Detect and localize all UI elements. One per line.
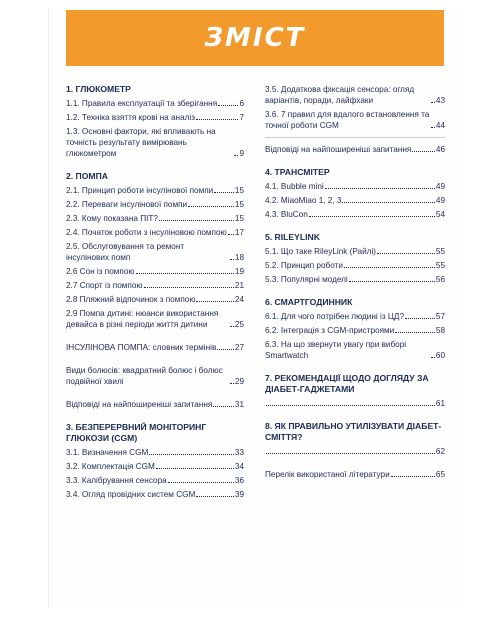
toc-entry[interactable]: [265, 339, 445, 361]
dot-leader: [228, 234, 234, 235]
toc-entry-title: ІНСУЛІНОВА ПОМПА: словник термінів: [66, 343, 217, 352]
toc-page-number: 31: [234, 400, 244, 409]
toc-entry-title: 3.6. 7 правил для вдалого встановлення та точної роботи CGM: [265, 110, 430, 130]
toc-entry[interactable]: [265, 469, 445, 480]
toc-page-number: 58: [435, 326, 445, 335]
toc-entry[interactable]: [265, 109, 445, 131]
spacer: [66, 390, 244, 399]
toc-page-number: 55: [435, 247, 445, 256]
toc-entry-title: 3.4. Огляд провідних систем CGM: [66, 490, 196, 499]
dot-leader: [156, 468, 234, 469]
toc-entry-title: Відповіді на найпоширеніші запитання: [265, 145, 412, 154]
toc-page-number: 19: [234, 267, 244, 276]
toc-entry[interactable]: [265, 144, 445, 155]
toc-page-number: 56: [435, 275, 445, 284]
dot-leader: [214, 192, 234, 193]
toc-page-number: 60: [435, 351, 445, 360]
toc-entry-title: Перелік використаної літератури: [265, 470, 390, 479]
toc-section-heading: 6. СМАРТГОДИННИК: [265, 297, 353, 307]
toc-entry[interactable]: [66, 280, 244, 291]
dot-leader: [344, 267, 435, 268]
toc-page-number: 61: [435, 399, 445, 408]
toc-entry-title: 3.3. Калібрування сенсора: [66, 476, 167, 485]
toc-entry-title: 2.5. Обслуговування та ремонт інсулінових помп: [66, 242, 185, 262]
toc-page-number: 15: [234, 214, 244, 223]
toc-page-number: 15: [234, 200, 244, 209]
toc-entry-title: 2.3. Кому показана ПІТ?: [66, 214, 158, 223]
toc-entry[interactable]: [265, 325, 445, 336]
toc-entry[interactable]: [66, 308, 244, 330]
toc-entry-title: 5.1. Що таке RileyLink (Райлі): [265, 247, 377, 256]
toc-entry[interactable]: [66, 241, 244, 263]
toc-entry[interactable]: [66, 126, 244, 159]
toc-right-column: [265, 84, 445, 483]
toc-page-number: 34: [234, 462, 244, 471]
toc-entry[interactable]: [265, 398, 445, 409]
toc-entry[interactable]: [265, 84, 445, 106]
toc-entry[interactable]: [66, 112, 244, 123]
toc-entry-title: 1.1. Правила експлуатації та зберігання: [66, 99, 218, 108]
dot-leader: [188, 206, 234, 207]
toc-page-number: 29: [234, 377, 244, 386]
toc-entry[interactable]: [66, 185, 244, 196]
dot-leader: [144, 287, 234, 288]
toc-entry[interactable]: [66, 475, 244, 486]
toc-entry[interactable]: [66, 294, 244, 305]
toc-entry[interactable]: [66, 213, 244, 224]
divider: [265, 137, 445, 138]
spacer: [66, 333, 244, 342]
toc-entry-title: 2.6 Сон із помпою: [66, 267, 135, 276]
document-page: [48, 8, 461, 608]
spacer: [66, 162, 244, 171]
spacer: [265, 223, 445, 232]
toc-entry-title: 3.5. Додаткова фіксація сенсора: огляд варіантів, поради, лайфхаки: [265, 85, 415, 105]
toc-entry-title: 4.2. MiaoMiao 1, 2, 3: [265, 196, 342, 205]
dot-leader: [196, 496, 234, 497]
toc-section-heading: 1. ГЛЮКОМЕТР: [66, 84, 131, 94]
toc-page-number: 9: [239, 149, 244, 158]
dot-leader: [377, 253, 435, 254]
toc-page-number: 6: [239, 99, 244, 108]
dot-leader: [431, 357, 435, 358]
spacer: [265, 158, 445, 167]
dot-leader: [230, 383, 234, 384]
toc-entry[interactable]: [66, 199, 244, 210]
toc-entry[interactable]: [66, 266, 244, 277]
toc-entry-title: 6.1. Для чого потрібен людині із ЦД?: [265, 312, 404, 321]
toc-page-number: 54: [435, 210, 445, 219]
spacer: [66, 356, 244, 365]
dot-leader: [342, 202, 434, 203]
dot-leader: [431, 102, 435, 103]
dot-leader: [412, 151, 435, 152]
toc-entry-title: 1.2. Техніка взяття крові на аналіз: [66, 113, 195, 122]
toc-page-number: 15: [234, 186, 244, 195]
toc-entry[interactable]: [66, 489, 244, 500]
toc-page-number: 39: [234, 490, 244, 499]
toc-entry-title: 5.2. Принцип роботи: [265, 261, 343, 270]
toc-page-number: 25: [234, 320, 244, 329]
toc-page-number: 49: [435, 196, 445, 205]
dot-leader: [266, 453, 435, 454]
toc-page-number: 18: [234, 253, 244, 262]
toc-entry-title: Відповіді на найпоширеніші запитання: [66, 400, 213, 409]
toc-page-number: 33: [234, 448, 244, 457]
dot-leader: [395, 332, 435, 333]
dot-leader: [391, 476, 435, 477]
toc-section-heading: 8. ЯК ПРАВИЛЬНО УТИЛІЗУВАТИ ДІАБЕТ-СМІТТЯ?: [265, 421, 442, 442]
toc-page-number: 57: [435, 312, 445, 321]
toc-left-column: [66, 84, 244, 503]
dot-leader: [196, 119, 238, 120]
toc-entry[interactable]: [66, 365, 244, 387]
dot-leader: [325, 188, 435, 189]
dot-leader: [217, 349, 234, 350]
dot-leader: [309, 216, 435, 217]
spacer: [265, 288, 445, 297]
toc-entry-title: 2.9 Помпа дитині: нюанси використання девайса в різні періоди життя дитини: [66, 309, 219, 329]
spacer: [66, 413, 244, 422]
dot-leader: [218, 105, 238, 106]
dot-leader: [405, 318, 435, 319]
toc-page-number: 46: [435, 145, 445, 154]
toc-entry-title: 6.2. Інтеграція з CGM-пристроями: [265, 326, 395, 335]
toc-entry-title: 3.2. Комплектація CGM: [66, 462, 155, 471]
toc-entry[interactable]: [66, 461, 244, 472]
toc-entry-title: 4.1. Bubble mini: [265, 182, 324, 191]
toc-entry[interactable]: [265, 446, 445, 457]
toc-entry-title: 3.1. Визначення CGM: [66, 448, 149, 457]
dot-leader: [431, 127, 435, 128]
toc-page-number: 24: [234, 295, 244, 304]
toc-section-heading: 7. РЕКОМЕНДАЦІЇ ЩОДО ДОГЛЯДУ ЗА ДІАБЕТ-ГАДЖЕТАМИ: [265, 373, 429, 394]
toc-entry[interactable]: [66, 98, 244, 109]
spacer: [265, 412, 445, 421]
page-title: ЗМІСТ: [204, 23, 306, 53]
toc-entry[interactable]: [66, 342, 244, 353]
toc-entry[interactable]: [66, 227, 244, 238]
toc-page-number: 55: [435, 261, 445, 270]
spacer: [265, 460, 445, 469]
toc-page-number: 21: [234, 281, 244, 290]
toc-entry-title: 4.3. BluCon: [265, 210, 308, 219]
dot-leader: [230, 326, 234, 327]
toc-section-heading: 2. ПОМПА: [66, 171, 108, 181]
toc-entry[interactable]: [265, 181, 445, 192]
dot-leader: [149, 454, 234, 455]
toc-entry-title: 6.3. На що звернути увагу при виборі Smartwatch: [265, 340, 407, 360]
toc-entry[interactable]: [66, 399, 244, 410]
dot-leader: [266, 405, 435, 406]
toc-entry-title: 2.8 Пляжний відпочинок з помпою: [66, 295, 196, 304]
toc-entry-title: 2.1. Принцип роботи інсулінової помпи: [66, 186, 214, 195]
toc-section-heading: 3. БЕЗПЕРЕРВНИЙ МОНІТОРИНГ ГЛЮКОЗИ (CGM): [66, 422, 207, 443]
toc-entry[interactable]: [66, 447, 244, 458]
toc-page-number: 65: [435, 470, 445, 479]
dot-leader: [230, 259, 234, 260]
toc-entry-title: 1.3. Основні фактори, які впливають на точність результату вимірювань глюкометром: [66, 127, 216, 158]
toc-entry-title: 2.7 Спорт із помпою: [66, 281, 143, 290]
toc-entry[interactable]: [265, 260, 445, 271]
toc-entry-title: 5.3. Популярні моделі: [265, 275, 348, 284]
toc-page-number: 62: [435, 447, 445, 456]
toc-page-number: 36: [234, 476, 244, 485]
dot-leader: [349, 281, 435, 282]
toc-entry-title: 2.2. Переваги інсулінової помпи: [66, 200, 188, 209]
toc-section-heading: 4. ТРАНСМІТЕР: [265, 167, 330, 177]
toc-entry[interactable]: [265, 311, 445, 322]
toc-page-number: 44: [435, 121, 445, 130]
toc-page-number: 17: [234, 228, 244, 237]
toc-entry-title: Види болюсів: квадратний болюс і болюс подвійної хвилі: [66, 366, 223, 386]
toc-page-number: 7: [239, 113, 244, 122]
spacer: [265, 364, 445, 373]
title-banner: [66, 10, 444, 66]
toc-entry[interactable]: [265, 274, 445, 285]
toc-section-heading: 5. RILEYLINK: [265, 232, 320, 242]
toc-entry[interactable]: [265, 195, 445, 206]
toc-entry[interactable]: [265, 209, 445, 220]
toc-entry-title: 2.4. Початок роботи з інсуліновою помпою: [66, 228, 227, 237]
dot-leader: [136, 273, 234, 274]
toc-page-number: 49: [435, 182, 445, 191]
dot-leader: [196, 301, 233, 302]
dot-leader: [159, 220, 234, 221]
dot-leader: [234, 155, 238, 156]
toc-entry[interactable]: [265, 246, 445, 257]
dot-leader: [213, 406, 234, 407]
toc-page-number: 27: [234, 343, 244, 352]
toc-page-number: 43: [435, 96, 445, 105]
dot-leader: [168, 482, 234, 483]
